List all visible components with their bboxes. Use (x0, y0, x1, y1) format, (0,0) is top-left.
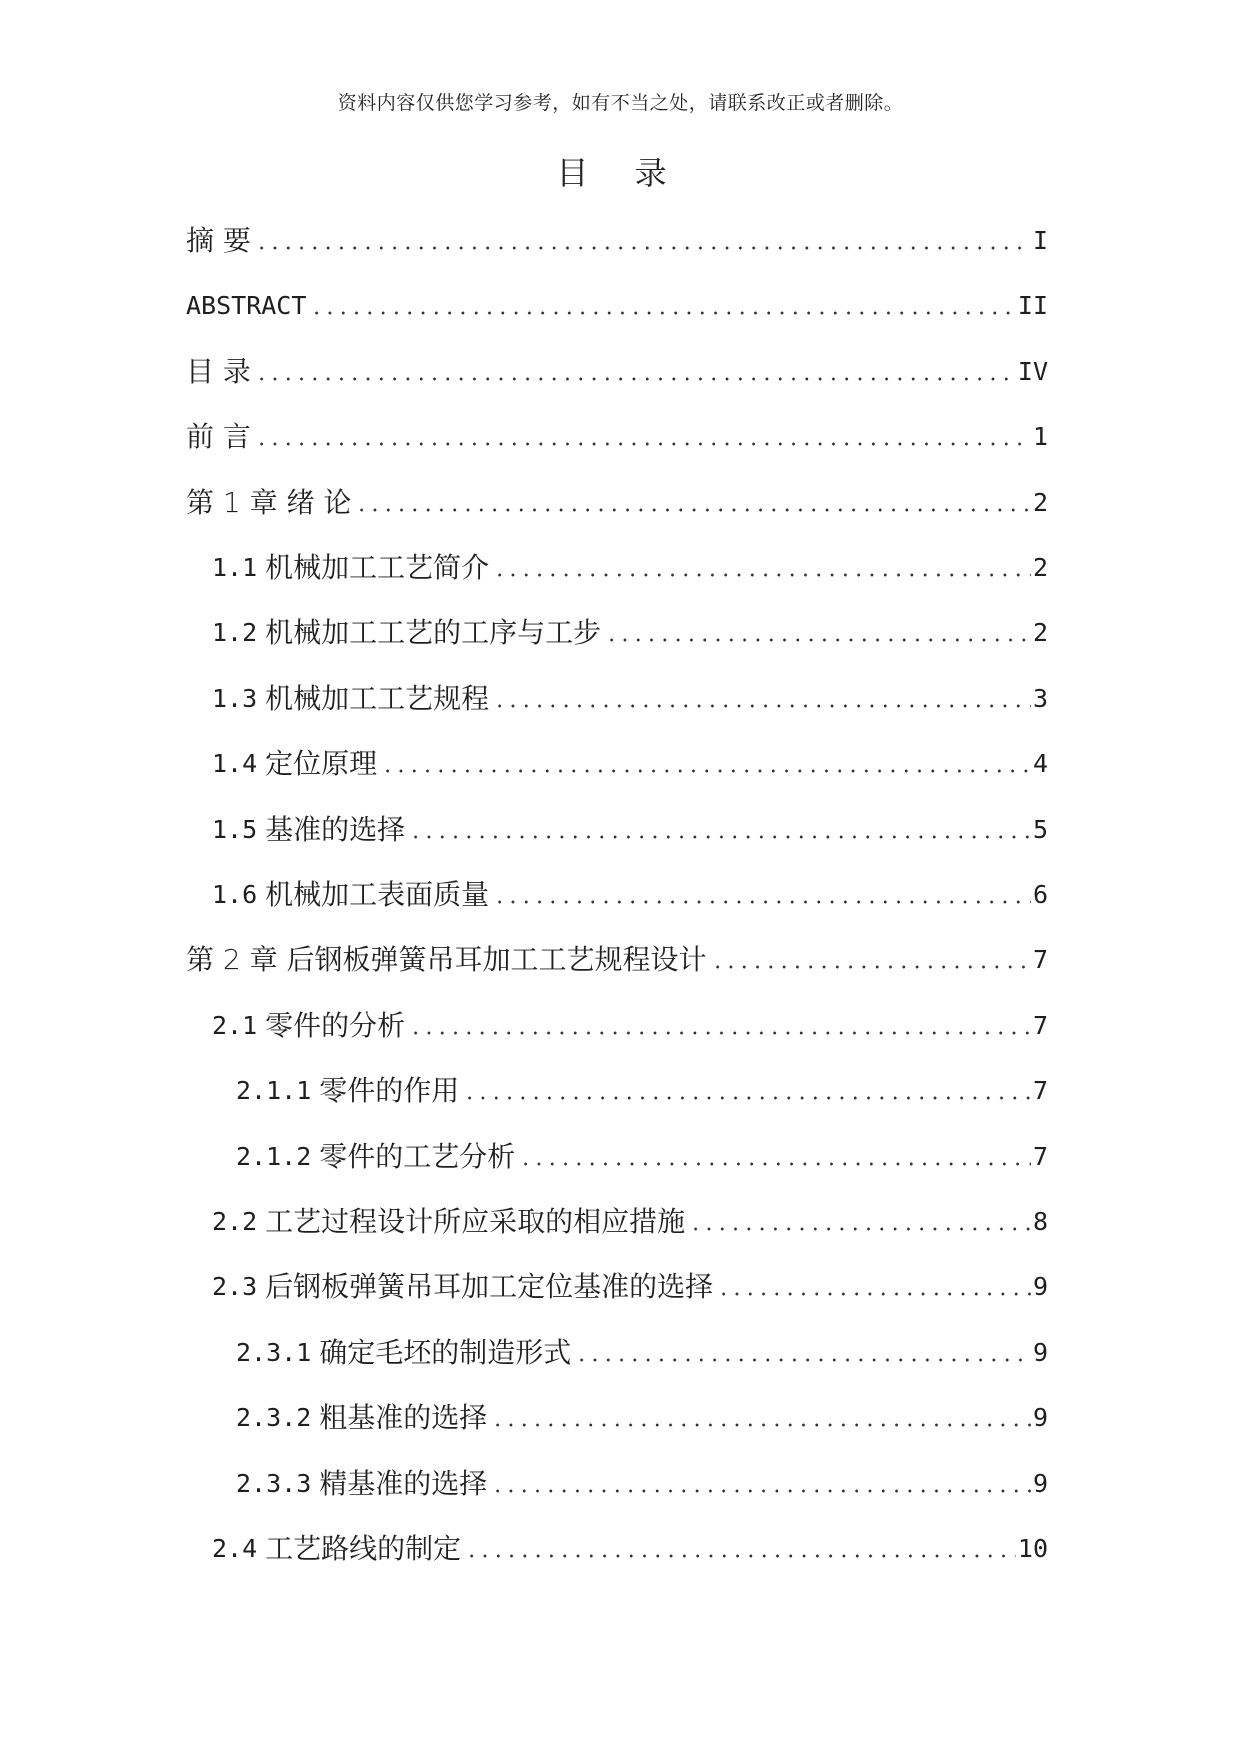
toc-entry-number: 1.2 (212, 618, 258, 648)
toc-entry-number: 2.1.2 (236, 1141, 312, 1171)
toc-dot-leader (493, 703, 1031, 709)
toc-entry-title: 第 2 章 后钢板弹簧吊耳加工工艺规程设计 (186, 943, 707, 977)
toc-dot-leader (463, 1095, 1031, 1101)
toc-entry[interactable] (186, 1461, 1048, 1501)
toc-entry-title: 摘 要 (186, 224, 251, 257)
toc-entry-title: 基准的选择 (265, 812, 406, 846)
toc-entry-title: 零件的分析 (265, 1008, 406, 1042)
toc-entry-title: 机械加工工艺规程 (265, 681, 490, 715)
toc-entry[interactable] (186, 1395, 1048, 1435)
toc-entry-number: 1.4 (212, 749, 258, 779)
toc-entry-title: 工艺路线的制定 (265, 1532, 462, 1565)
toc-entry[interactable] (186, 1003, 1048, 1043)
toc-dot-leader (491, 1488, 1031, 1494)
toc-dot-leader (255, 376, 1016, 382)
toc-entry-title: ABSTRACT (186, 291, 307, 321)
toc-entry[interactable] (186, 741, 1048, 781)
toc-entry-title: 零件的工艺分析 (319, 1139, 516, 1173)
toc-entry[interactable] (186, 937, 1048, 977)
toc-dot-leader (465, 1553, 1016, 1559)
toc-dot-leader (717, 1291, 1031, 1297)
toc-entry[interactable] (186, 545, 1048, 585)
toc-page-number: 7 (1032, 945, 1048, 975)
toc-entry-title: 粗基准的选择 (319, 1401, 488, 1435)
page-header-note: 资料内容仅供您学习参考，如有不当之处，请联系改正或者删除。 (337, 92, 904, 114)
toc-page-number: 9 (1032, 1337, 1048, 1367)
toc-entry-number: 2.4 (212, 1534, 258, 1563)
toc-page-number: II (1017, 291, 1048, 321)
toc-page-number: 2 (1032, 487, 1048, 517)
toc-entry[interactable] (186, 676, 1048, 716)
toc-page-number: 9 (1032, 1403, 1048, 1433)
toc-dot-leader (575, 1357, 1031, 1363)
toc-entry-title: 机械加工工艺的工序与工步 (265, 616, 602, 650)
toc-dot-leader (381, 768, 1031, 774)
toc-entry[interactable] (186, 283, 1048, 323)
toc-page-number: 4 (1032, 749, 1048, 779)
toc-dot-leader (493, 572, 1031, 578)
toc-page-number: IV (1017, 356, 1048, 386)
toc-dot-leader (255, 441, 1031, 447)
toc-dot-leader (689, 1226, 1031, 1232)
toc-entry-title: 工艺过程设计所应采取的相应措施 (265, 1205, 686, 1238)
toc-page-number: 7 (1032, 1141, 1048, 1171)
toc-entry-number: 2.1.1 (236, 1076, 312, 1106)
toc-entry[interactable] (186, 1264, 1048, 1304)
toc-entry-title: 第 1 章 绪 论 (186, 485, 352, 519)
toc-entry-title: 前 言 (186, 420, 251, 454)
toc-entry-title: 机械加工工艺简介 (265, 551, 490, 584)
toc-entry-number: 2.1 (212, 1010, 258, 1040)
toc-entry-title: 目 录 (186, 354, 251, 388)
toc-entry-number: 2.3.1 (236, 1337, 312, 1367)
toc-entry[interactable] (186, 414, 1048, 454)
toc-entry[interactable] (186, 480, 1048, 520)
toc-entry-number: 1.1 (212, 553, 258, 582)
toc-dot-leader (491, 1422, 1031, 1428)
toc-page-number: 9 (1032, 1468, 1048, 1498)
toc-entry[interactable] (186, 610, 1048, 650)
toc-entry-number: 1.6 (212, 880, 258, 909)
toc-dot-leader (310, 310, 1015, 316)
toc-page-number: 5 (1032, 814, 1048, 844)
toc-page-number: 7 (1032, 1010, 1048, 1040)
toc-entry-title: 后钢板弹簧吊耳加工定位基准的选择 (265, 1270, 714, 1304)
toc-page-number: 3 (1032, 683, 1048, 713)
toc-entry[interactable] (186, 1199, 1048, 1239)
toc-dot-leader (409, 1030, 1031, 1036)
toc-entry-title: 精基准的选择 (319, 1466, 488, 1500)
toc-entry[interactable] (186, 807, 1048, 847)
toc-page-number: 8 (1032, 1207, 1048, 1236)
toc-entry-number: 2.3 (212, 1272, 258, 1302)
toc-entry[interactable] (186, 1068, 1048, 1108)
toc-page-number: 2 (1032, 618, 1048, 648)
toc-entry[interactable] (186, 1134, 1048, 1174)
toc-entry-title: 确定毛坯的制造形式 (319, 1335, 572, 1369)
toc-heading: 目 录 (556, 154, 685, 192)
toc-dot-leader (409, 834, 1031, 840)
toc-page-number: 2 (1032, 553, 1048, 582)
toc-dot-leader (493, 899, 1031, 905)
toc-entry-number: 2.3.2 (236, 1403, 312, 1433)
toc-dot-leader (605, 637, 1031, 643)
toc-page-number: 10 (1017, 1534, 1048, 1563)
toc-dot-leader (255, 245, 1031, 251)
toc-entry[interactable] (186, 218, 1048, 258)
toc-entry-title: 定位原理 (265, 747, 378, 781)
toc-page-number: 1 (1032, 422, 1048, 452)
toc-entry-number: 1.3 (212, 683, 258, 713)
toc-entry[interactable] (186, 349, 1048, 389)
toc-entry-number: 2.2 (212, 1207, 258, 1236)
toc-page-number: 6 (1032, 880, 1048, 909)
toc-entry-number: 2.3.3 (236, 1468, 312, 1498)
toc-page-number: 7 (1032, 1076, 1048, 1106)
toc-dot-leader (711, 964, 1031, 970)
toc-page-number: I (1032, 226, 1048, 255)
toc-entry[interactable] (186, 1330, 1048, 1370)
toc-dot-leader (355, 507, 1031, 513)
toc-page-number: 9 (1032, 1272, 1048, 1302)
toc-entry[interactable] (186, 872, 1048, 912)
toc-entry-title: 零件的作用 (319, 1074, 460, 1108)
toc-entry-title: 机械加工表面质量 (265, 878, 490, 911)
toc-entry[interactable] (186, 1526, 1048, 1566)
toc-dot-leader (519, 1161, 1031, 1167)
toc-entry-number: 1.5 (212, 814, 258, 844)
